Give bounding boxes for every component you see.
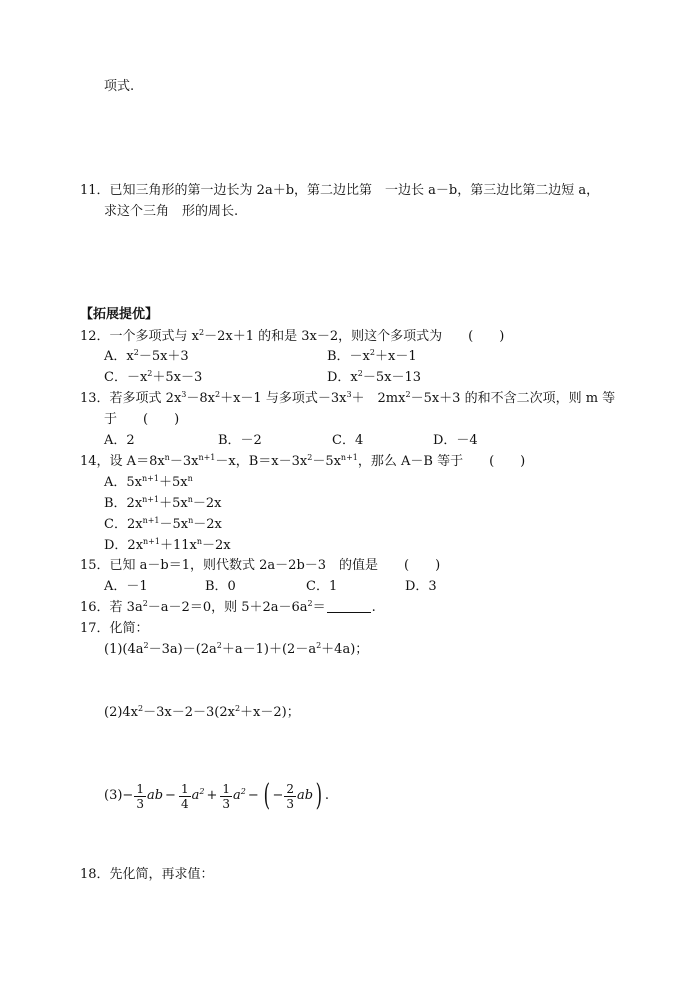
q17-p2b: －3x－2－3(2x (143, 705, 235, 720)
sup: n+1 (340, 453, 358, 462)
q12-option-d (327, 370, 421, 386)
q12-option-c (104, 370, 202, 386)
q12-option-a (104, 349, 189, 365)
sup: 2 (147, 369, 153, 378)
sup: 2 (316, 641, 322, 650)
minus-sign: − (247, 788, 259, 803)
q12-b-1: B．－x (327, 349, 370, 364)
question-16-label: 16． (80, 600, 110, 615)
q15-option-a: A．－1 (104, 579, 148, 594)
q16-s3: ＝ (312, 600, 326, 615)
q14-d-1: D．2x (104, 538, 144, 553)
q12-stem-b: －2x＋1 的和是 3x－2，则这个多项式为 ( ) (204, 329, 505, 344)
q14-s3: －x，B＝x－3x (215, 454, 308, 469)
q14-s2: －3x (169, 454, 199, 469)
sup: 2 (357, 369, 363, 378)
sup: 2 (143, 641, 149, 650)
sup: n (188, 516, 194, 525)
sup: 2 (307, 599, 313, 608)
q17-part-2 (104, 705, 300, 721)
question-16 (80, 600, 376, 616)
term-a-squared: $a^2$ (191, 787, 205, 803)
fraction-one-fourth: $\frac{1}{4}$ (180, 781, 189, 811)
sup: 2 (138, 704, 144, 713)
term-ab-b: ab (297, 788, 314, 803)
q17-p1c: ＋a－1)＋(2－a (221, 642, 317, 657)
q13-option-a: A．2 (104, 433, 135, 448)
q12-a-1: A．x (104, 349, 134, 364)
question-15-stem (80, 558, 440, 574)
question-17-title (80, 621, 149, 637)
fraction-one-third: $\frac{1}{3}$ (136, 781, 144, 811)
q15-option-b: B．0 (205, 579, 236, 594)
q14-option-c (104, 517, 222, 533)
q17-title: 化简： (109, 621, 149, 636)
q14-b-3: －2x (192, 496, 222, 511)
question-14-label: 14， (80, 454, 110, 469)
fraction-two-thirds: $\frac{2}{3}$ (286, 781, 295, 811)
term-a-squared-b: $a^2$ (233, 787, 246, 803)
q15-stem: 已知 a－b＝1，则代数式 2a－2b－3 的值是 ( ) (109, 558, 441, 573)
q12-c-2: ＋5x－3 (152, 370, 203, 385)
q13-option-c: C．4 (332, 433, 364, 448)
sup: n+1 (142, 516, 160, 525)
question-11-line-1 (80, 183, 599, 199)
q14-c-2: －5x (159, 517, 189, 532)
q12-b-2: ＋x－1 (374, 349, 417, 364)
question-17-label: 17． (80, 621, 110, 636)
question-14-stem (80, 454, 525, 470)
sup: n (164, 453, 170, 462)
sup: 3 (181, 390, 187, 399)
left-paren: ( (263, 778, 270, 813)
carry-text: 项式. (104, 79, 135, 94)
sup: 2 (133, 348, 139, 357)
section-title: 【拓展提优】 (80, 307, 159, 322)
q14-b-2: ＋5x (159, 496, 188, 511)
question-11-text: 已知三角形的第一边长为 2a＋b，第二边比第 一边长 a－b，第三边比第二边短 a， (109, 183, 600, 198)
q17-part-3 (104, 776, 329, 816)
q17-p1b: －3a)－(2a (148, 642, 217, 657)
question-18-label: 18． (80, 867, 110, 882)
question-13-label: 13． (80, 391, 110, 406)
q13-s5: －5x＋3 的和不含二次项，则 m 等 (410, 391, 616, 406)
q13-s3: ＋x－1 与多项式－3x (220, 391, 347, 406)
q17-p2a: (2)4x (104, 705, 139, 720)
sup: n (196, 537, 203, 546)
sup: 2 (199, 328, 205, 337)
fraction-one-third-b: $\frac{1}{3}$ (222, 781, 230, 811)
q14-a-1: A．5x (104, 475, 142, 490)
question-13-stem (80, 391, 615, 407)
sup: n+1 (142, 495, 160, 504)
question-12-stem (80, 329, 504, 345)
q13-s2: －8x (186, 391, 215, 406)
minus-sign: − (165, 788, 176, 803)
sup: 2 (307, 453, 313, 462)
q12-option-b (327, 349, 417, 365)
q17-p1a: (1)(4a (104, 642, 144, 657)
q13-option-b: B．－2 (218, 433, 262, 448)
question-11-line-2: 求这个三角 形的周长. (104, 204, 239, 219)
q13-s4: ＋ 2mx (351, 391, 406, 406)
sup: 2 (142, 599, 148, 608)
sup: 3 (346, 390, 352, 399)
sup: n (187, 474, 193, 483)
right-paren: ) (315, 778, 323, 813)
question-18 (80, 867, 214, 883)
sup: n+1 (142, 474, 159, 483)
q14-s4: －5x (312, 454, 341, 469)
q14-option-d (104, 538, 231, 554)
q14-d-2: ＋11x (159, 538, 197, 553)
q14-a-2: ＋5x (158, 475, 188, 490)
q15-option-c: C．1 (306, 579, 338, 594)
period: . (324, 788, 329, 803)
plus-sign: + (206, 788, 218, 803)
q13-s1: 若多项式 2x (109, 391, 182, 406)
q12-c-1: C．－x (104, 370, 148, 385)
q12-stem-a: 一个多项式与 x (109, 329, 200, 344)
sup: 2 (216, 641, 222, 650)
q17-p3-label: (3) (104, 788, 123, 803)
q14-c-3: －2x (193, 517, 222, 532)
q14-s5: ，那么 A－B 等于 ( ) (357, 454, 526, 469)
q14-option-b (104, 496, 221, 512)
sup: n+1 (198, 453, 216, 462)
q18-text: 先化简，再求值： (109, 867, 214, 882)
minus-sign: − (272, 788, 284, 803)
sup: 2 (369, 348, 375, 357)
term-ab: ab (146, 788, 164, 803)
q16-s2: －a－2＝0，则 5＋2a－6a (147, 600, 308, 615)
sup: n+1 (143, 537, 160, 546)
sup: n (187, 495, 193, 504)
sup: 2 (215, 390, 221, 399)
minus-sign: − (122, 788, 134, 803)
answer-blank[interactable] (327, 600, 371, 613)
q17-part-1 (104, 642, 368, 658)
q14-b-1: B．2x (104, 496, 143, 511)
q17-p2c: ＋x－2)； (240, 705, 300, 720)
sup: 2 (234, 704, 241, 713)
q17-p1d: ＋4a)； (321, 642, 369, 657)
q15-option-d: D．3 (405, 579, 437, 594)
q14-d-3: －2x (202, 538, 231, 553)
question-12-label: 12． (80, 329, 110, 344)
q12-d-1: D．x (327, 370, 358, 385)
q16-s4: . (371, 600, 376, 615)
q14-option-a (104, 475, 193, 491)
q16-s1: 若 3a (109, 600, 143, 615)
q14-s1: 设 A＝8x (109, 454, 165, 469)
q13-option-d: D．－4 (433, 433, 478, 448)
q12-a-2: －5x＋3 (138, 349, 189, 364)
sup: 2 (405, 390, 411, 399)
q12-d-2: －5x－13 (362, 370, 422, 385)
question-11-label: 11． (80, 183, 110, 198)
q14-c-1: C．2x (104, 517, 143, 532)
question-15-label: 15． (80, 558, 110, 573)
q13-line-2: 于 ( ) (104, 412, 180, 427)
